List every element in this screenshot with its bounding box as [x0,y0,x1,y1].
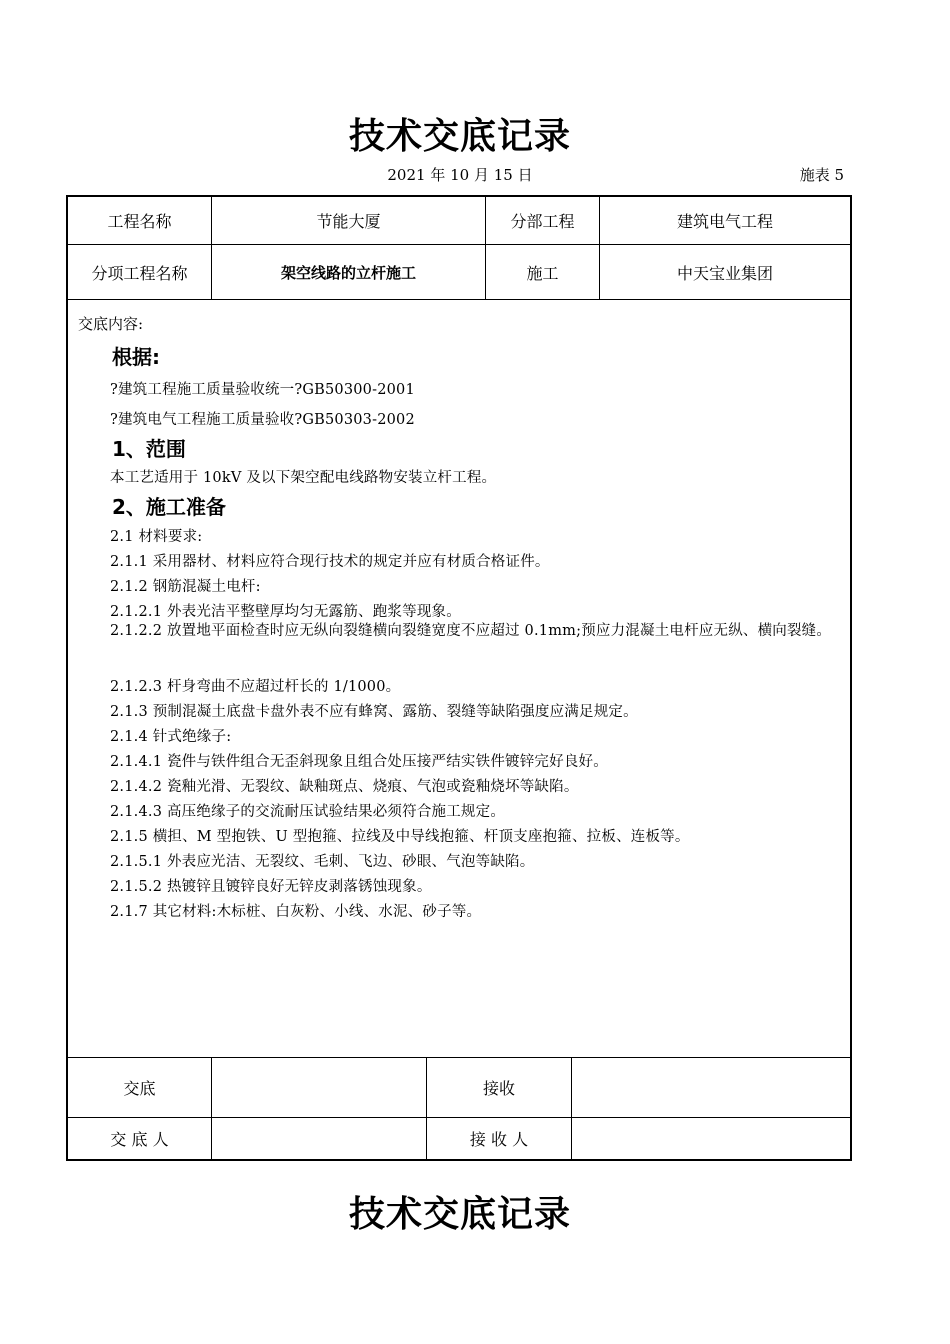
construction-value: 中天宝业集团 [676,263,773,283]
project-name-label: 工程名称 [107,212,172,231]
basis-line: ?建筑工程施工质量验收统一?GB50300-2001 [110,382,415,398]
prep-line: 2.1.2.1 外表光洁平整壁厚均匀无露筋、跑浆等现象。 [110,604,461,620]
project-name-value: 节能大厦 [316,212,381,231]
receive-person-value [572,1118,850,1159]
row-divider [68,299,850,300]
receive-value [572,1058,850,1117]
prep-line: 2.1.5.2 热镀锌且镀锌良好无锌皮剥落锈蚀现象。 [110,879,432,895]
record-date: 2021 年 10 月 15 日 [387,166,533,184]
prep-line: 2.1.1 采用器材、材料应符合现行技术的规定并应有材质合格证件。 [110,554,550,570]
subitem-label: 分项工程名称 [91,263,188,283]
form-number: 施表 5 [799,166,844,184]
page-title: 技术交底记录 [348,116,571,157]
scope-heading: 1、范围 [112,437,186,461]
prep-line: 2.1.2.3 杆身弯曲不应超过杆长的 1/1000。 [110,679,401,695]
division-label: 分部工程 [510,212,575,231]
basis-line: ?建筑电气工程施工质量验收?GB50303-2002 [110,412,415,428]
handover-label: 交底 [123,1079,156,1098]
prep-line: 2.1.5 横担、M 型抱铁、U 型抱箍、拉线及中导线抱箍、杆顶支座抱箍、拉板、连板等。 [110,829,690,845]
prep-line: 2.1.2.2 放置地平面检查时应无纵向裂缝横向裂缝宽度不应超过 0.1mm;预应力混凝土电杆应无纵、横向裂缝。 [110,623,832,639]
record-table [66,195,852,1161]
construction-label: 施工 [526,263,559,283]
handover-person-value [212,1118,426,1159]
prep-line: 2.1 材料要求: [110,529,203,545]
prep-heading: 2、施工准备 [112,495,226,519]
prep-line: 2.1.4 针式绝缘子: [110,729,232,745]
scope-text: 本工艺适用于 10kV 及以下架空配电线路物安装立杆工程。 [110,470,497,486]
prep-line: 2.1.4.3 高压绝缘子的交流耐压试验结果必须符合施工规定。 [110,804,506,820]
handover-value [212,1058,426,1117]
receive-person-label: 接 收 人 [469,1130,529,1149]
basis-heading: 根据: [112,345,160,369]
prep-line: 2.1.4.1 瓷件与铁件组合无歪斜现象且组合处压接严结实铁件镀锌完好良好。 [110,754,608,770]
division-value: 建筑电气工程 [676,212,773,231]
content-label: 交底内容: [78,315,144,333]
prep-line: 2.1.7 其它材料:木标桩、白灰粉、小线、水泥、砂子等。 [110,904,482,920]
next-page-title: 技术交底记录 [348,1194,571,1235]
prep-line: 2.1.2 钢筋混凝土电杆: [110,579,261,595]
prep-line: 2.1.4.2 瓷釉光滑、无裂纹、缺釉斑点、烧痕、气泡或瓷釉烧坏等缺陷。 [110,779,579,795]
handover-person-label: 交 底 人 [110,1130,169,1149]
subitem-value: 架空线路的立杆施工 [280,263,416,282]
prep-line: 2.1.3 预制混凝土底盘卡盘外表不应有蜂窝、露筋、裂缝等缺陷强度应满足规定。 [110,704,638,720]
receive-label: 接收 [482,1079,515,1098]
content-area [68,301,850,1055]
prep-line: 2.1.5.1 外表应光洁、无裂纹、毛刺、飞边、砂眼、气泡等缺陷。 [110,854,535,870]
